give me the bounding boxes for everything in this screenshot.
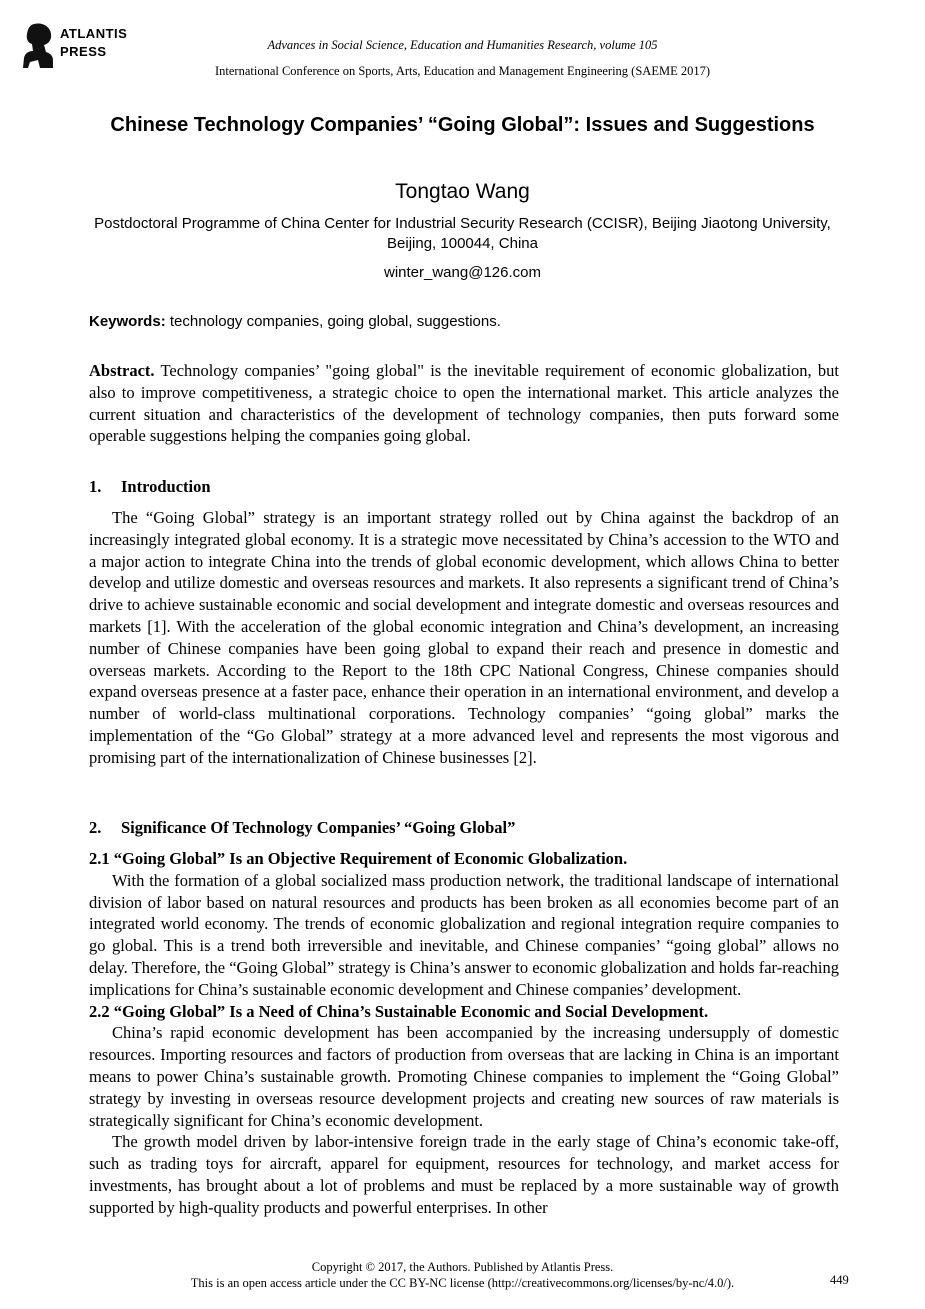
conference-header: International Conference on Sports, Arts, Education and Management Engineering (SAEME 2017) — [214, 64, 710, 78]
subsection-heading-2-1: 2.1 “Going Global” Is an Objective Requirement of Economic Globalization. — [89, 849, 628, 868]
section-number: 2. — [89, 818, 102, 837]
abstract — [89, 360, 839, 447]
keywords-label: Keywords: — [89, 313, 166, 330]
logo-line-1: ATLANTIS — [60, 26, 128, 41]
paragraph: The “Going Global” strategy is an important strategy rolled out by China against the backdrop of an increasingly integrated global economy. It is a strategic move necessitated by China’s accession to the WTO and a major action to integrate China into the trends of global economic development, which allows China to better develop and utilize domestic and overseas resources and markets. It also represents a significant trend of China’s drive to achieve sustainable economic and social development and integrate domestic and overseas resources and markets [1]. With the acceleration of the global economic integration and China’s development, an increasing number of Chinese companies have been going global to expand their reach and presence in domestic and overseas markets. According to the Report to the 18th CPC National Congress, Chinese companies should expand overseas presence at a faster pace, enhance their operation in an international environment, and develop a number of world-class multinational corporations. Technology companies’ “going global” marks the implementation of the “Go Global” strategy at a more advanced level and represents the most vigorous and promising part of the internationalization of Chinese businesses [2]. — [89, 508, 839, 767]
section-1-body — [89, 507, 839, 769]
section-heading-2 — [89, 818, 515, 838]
subsection-heading-2-2: 2.2 “Going Global” Is a Need of China’s Sustainable Economic and Social Development. — [89, 1001, 709, 1021]
abstract-label: Abstract. — [89, 361, 155, 380]
author-name: Tongtao Wang — [395, 180, 530, 203]
paragraph: China’s rapid economic development has been accompanied by the increasing undersupply of domestic resources. Importing resources and factors of production from overseas that are lacking in China is an important means to power China’s sustainable growth. Promoting Chinese companies to implement the “Going Global” strategy by investing in overseas resource development projects and creating new sources of raw materials is strategically significant for China’s economic development. — [89, 1023, 839, 1130]
logo-line-2: PRESS — [60, 44, 107, 59]
copyright-line: Copyright © 2017, the Authors. Published by Atlantis Press. — [311, 1260, 614, 1274]
section-title: Introduction — [121, 477, 211, 496]
keywords-text: technology companies, going global, suggestions. — [165, 313, 501, 330]
author-affiliation: Postdoctoral Programme of China Center for Industrial Security Research (CCISR), Beijing Jiaotong University, Beijing, 100044, China — [94, 215, 831, 252]
license-line: This is an open access article under the CC BY-NC license (http://creativecommons.org/licenses/by-nc/4.0/). — [190, 1276, 735, 1290]
paragraph: With the formation of a global socialized mass production network, the traditional landscape of international division of labor based on natural resources and products has been broken as all economies become part of an integrated world economy. The trends of economic globalization and regional integration require companies to go global. This is a trend both irreversible and inevitable, and Chinese companies’ “going global” allows no delay. Therefore, the “Going Global” strategy is China’s answer to economic globalization and holds far-reaching implications for China’s sustainable economic development and Chinese companies’ development. — [89, 870, 839, 999]
section-2-body — [89, 848, 839, 1219]
section-title: Significance Of Technology Companies’ “Going Global” — [121, 818, 516, 837]
section-heading-1 — [89, 477, 211, 497]
journal-header: Advances in Social Science, Education and Humanities Research, volume 105 — [267, 38, 658, 52]
page-number: 449 — [830, 1273, 849, 1287]
abstract-text: Technology companies’ "going global" is the inevitable requirement of economic globalization, but also to improve competitiveness, a strategic choice to open the international market. This article analyzes the current situation and characteristics of the development of technology companies, then puts forward some operable suggestions helping the companies going global. — [89, 361, 839, 446]
author-email: winter_wang@126.com — [384, 264, 541, 281]
paragraph: The growth model driven by labor-intensive foreign trade in the early stage of China’s economic take-off, such as trading toys for aircraft, apparel for equipment, resources for technology, and market access for investments, has brought about a lot of problems and must be replaced by a more sustainable way of growth supported by high-quality products and powerful enterprises. In other — [89, 1132, 839, 1217]
keywords — [89, 313, 501, 330]
section-number: 1. — [89, 477, 102, 496]
paper-title: Chinese Technology Companies’ “Going Global”: Issues and Suggestions — [110, 114, 815, 136]
